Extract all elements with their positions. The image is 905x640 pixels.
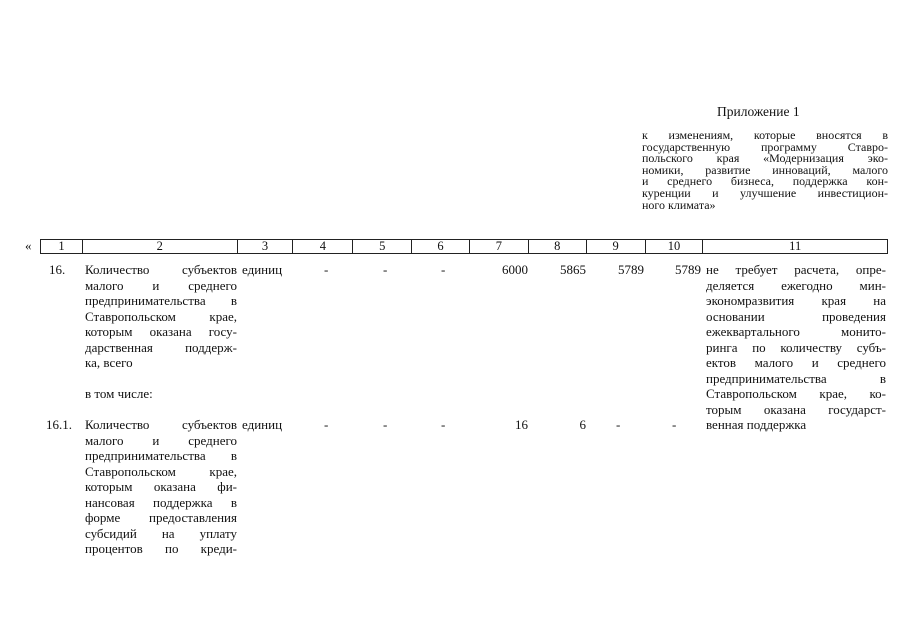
value-cell: 6000 [502, 262, 528, 277]
appendix-note [642, 130, 888, 211]
appendix-note-line: государственную программу Ставро- [642, 139, 888, 154]
row-note-line: предпринимательства в [706, 370, 886, 386]
row-name [85, 417, 237, 557]
row-name-line: субсидий на уплату [85, 525, 237, 541]
row-name-line: малого и среднего [85, 277, 237, 293]
value-cell: 5789 [618, 262, 644, 277]
row-number: 16. [49, 262, 66, 277]
appendix-note-line: к изменениям, которые вносятся в [642, 128, 888, 142]
value-cell: - [383, 417, 388, 432]
row-number: 16.1. [46, 417, 72, 432]
value-cell: 5865 [560, 262, 586, 277]
row-name-line: процентов по креди- [85, 541, 237, 556]
row-name-line: которым оказана фи- [85, 479, 237, 494]
header-cell: 4 [293, 240, 353, 253]
header-cell: 3 [238, 240, 294, 253]
header-cell: 6 [412, 240, 470, 253]
row-name-line: нансовая поддержка в [85, 494, 237, 510]
header-cell: 11 [789, 239, 802, 253]
header-cell: 1 [41, 240, 83, 253]
value-cell: - [383, 262, 388, 277]
row-name-line: Количество субъектов [85, 262, 237, 277]
appendix-note-line: польского края «Модернизация эко- [642, 151, 888, 166]
appendix-title: Приложение 1 [717, 104, 800, 119]
row-note-line: Ставропольском крае, ко- [706, 386, 886, 401]
row-name-line: форме предоставления [85, 510, 237, 525]
row-name-line: предпринимательства в [85, 448, 237, 463]
row-name-line: которым оказана госу- [85, 324, 237, 339]
header-cell: 9 [587, 240, 646, 253]
opening-quote: « [25, 238, 32, 253]
row-note-line: ектов малого и среднего [706, 355, 886, 370]
value-cell: - [324, 417, 329, 432]
value-cell: - [441, 262, 446, 277]
value-cell: - [441, 417, 446, 432]
appendix-note-line: и среднего бизнеса, поддержка кон- [642, 174, 888, 189]
value-cell: - [616, 417, 621, 432]
header-cell: 7 [470, 240, 529, 253]
header-cell: 2 [83, 240, 238, 253]
row-name-line: Ставропольском крае, [85, 463, 237, 479]
row-note-line: венная поддержка [706, 417, 807, 432]
header-cell: 8 [529, 240, 587, 253]
header-cell: 5 [353, 240, 412, 253]
row-name-line: Ставропольском крае, [85, 308, 237, 324]
row-note-line: ринга по количеству субъ- [706, 339, 886, 355]
row-name-line: Количество субъектов [85, 417, 237, 432]
value-cell: - [672, 417, 677, 432]
table-header [40, 239, 888, 254]
row-note-line: не требует расчета, опре- [706, 262, 886, 277]
row-note-line: торым оказана государст- [706, 401, 886, 417]
row-name [85, 262, 237, 371]
row-note-line: экономразвития края на [706, 293, 886, 308]
value-cell: 16 [515, 417, 528, 432]
appendix-note-line: номики, развитие инноваций, малого [642, 162, 888, 177]
row-note-line: деляется ежегодно мин- [706, 277, 886, 293]
appendix-note-line: куренции и улучшение инвестицион- [642, 185, 888, 200]
value-cell: 6 [579, 417, 586, 432]
header-cell: 10 [646, 240, 704, 253]
row-name-line: дарственная поддерж- [85, 339, 237, 355]
sub-label: в том числе: [85, 386, 153, 401]
unit-cell: единиц [242, 417, 283, 432]
value-cell: - [324, 262, 329, 277]
row-name-line: малого и среднего [85, 432, 237, 448]
row-name-line: предпринимательства в [85, 293, 237, 308]
unit-cell: единиц [242, 262, 283, 277]
row-note-line: ежеквартального монито- [706, 324, 886, 339]
row-name-line: ка, всего [85, 355, 133, 370]
value-cell: 5789 [675, 262, 701, 277]
row-note [706, 262, 886, 433]
row-note-line: основании проведения [706, 308, 886, 324]
appendix-note-line: ного климата» [642, 197, 716, 212]
